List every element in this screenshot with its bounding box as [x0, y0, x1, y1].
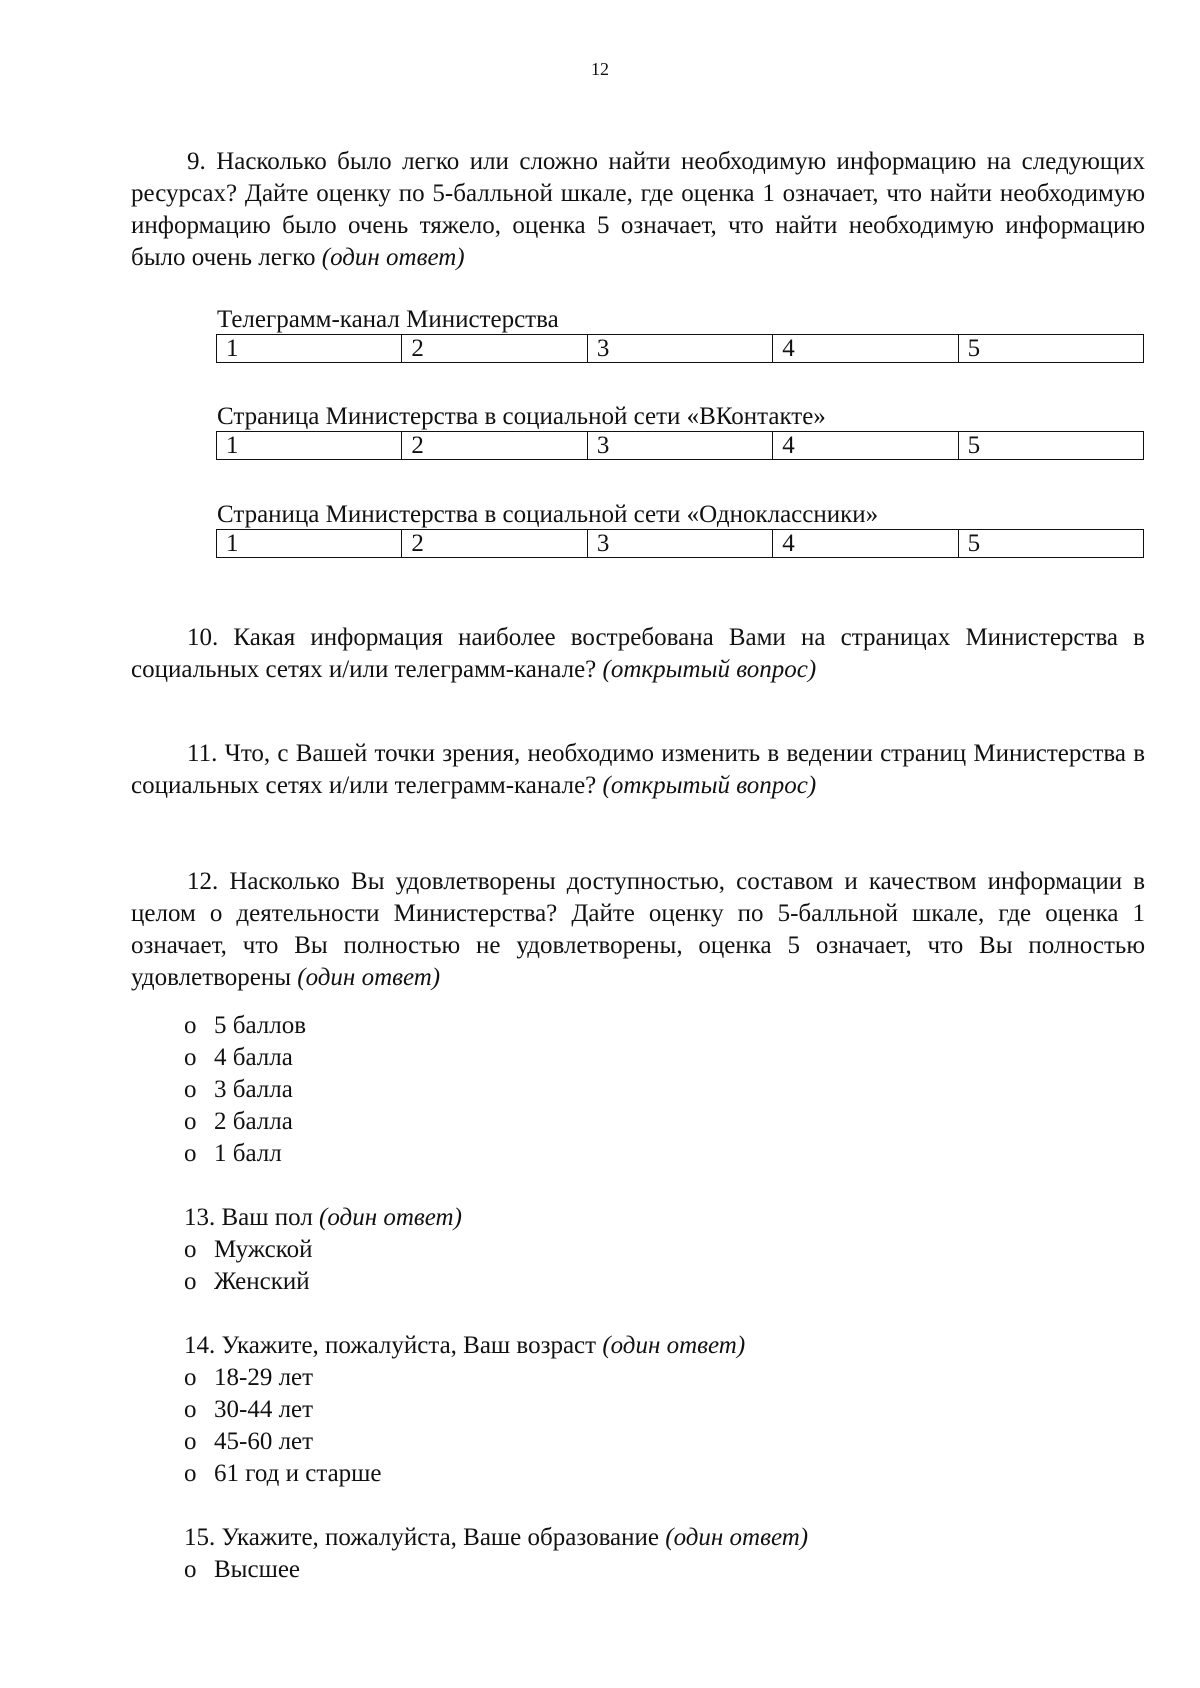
option-label: 5 баллов [214, 1012, 307, 1039]
radio-bullet-icon: o [184, 1460, 197, 1487]
option-label: 2 балла [214, 1108, 293, 1135]
question-14-title [184, 1330, 745, 1362]
rating-cell: 2 [401, 432, 586, 459]
rating-cell: 1 [226, 432, 239, 459]
question-13-options [184, 1234, 312, 1298]
option-label: 18-29 лет [214, 1364, 314, 1391]
question-15-title [184, 1522, 808, 1554]
question-15-note: (один ответ) [665, 1524, 809, 1551]
question-10 [131, 622, 1145, 686]
rating-label-vkontakte: Страница Министерства в социальной сети «ВКонтакте» [217, 403, 826, 430]
question-12-options [184, 1010, 306, 1170]
option-label: Женский [214, 1268, 310, 1295]
question-15-text: 15. Укажите, пожалуйста, Ваше образование [184, 1524, 659, 1551]
radio-bullet-icon: o [184, 1044, 197, 1071]
radio-bullet-icon: o [184, 1012, 197, 1039]
question-11-note: (открытый вопрос) [602, 772, 817, 799]
option-label: 3 балла [214, 1076, 293, 1103]
answer-option[interactable] [184, 1362, 382, 1394]
option-label: 4 балла [214, 1044, 293, 1071]
rating-cell: 1 [226, 335, 239, 362]
radio-bullet-icon: o [184, 1236, 197, 1263]
rating-cell: 5 [958, 432, 1143, 459]
answer-option[interactable] [184, 1234, 312, 1266]
radio-bullet-icon: o [184, 1556, 197, 1583]
question-12-text: Насколько Вы удовлетворены доступностью, составом и качеством информации в целом о деятельности Министерства? Дайте оценку по 5-балльной шкале, где оценка 1 означает, что Вы полностью не удовлетворены, оценка 5 означает, что Вы полностью удовлетворены [131, 868, 1145, 991]
rating-scale-vkontakte [216, 431, 1144, 460]
rating-scale-telegram [216, 334, 1144, 363]
radio-bullet-icon: o [184, 1268, 197, 1295]
radio-bullet-icon: o [184, 1364, 197, 1391]
answer-option[interactable] [184, 1554, 300, 1586]
answer-option[interactable] [184, 1394, 382, 1426]
answer-option[interactable] [184, 1266, 312, 1298]
question-9 [131, 146, 1145, 274]
answer-option[interactable] [184, 1010, 306, 1042]
answer-option[interactable] [184, 1106, 306, 1138]
question-14-note: (один ответ) [602, 1332, 746, 1359]
rating-cell: 2 [401, 530, 586, 557]
question-13-title [184, 1202, 462, 1234]
answer-option[interactable] [184, 1138, 306, 1170]
option-label: 45-60 лет [214, 1428, 314, 1455]
question-11-text: Что, с Вашей точки зрения, необходимо изменить в ведении страниц Министерства в социальных сетях и/или телеграмм-канале? [131, 740, 1145, 799]
rating-cell: 1 [226, 530, 239, 557]
page-number: 12 [591, 59, 609, 79]
question-10-note: (открытый вопрос) [602, 656, 817, 683]
option-label: Мужской [214, 1236, 313, 1263]
radio-bullet-icon: o [184, 1076, 197, 1103]
question-9-note: (один ответ) [321, 244, 465, 271]
rating-cell: 4 [772, 432, 957, 459]
rating-label-telegram: Телеграмм-канал Министерства [217, 306, 559, 333]
question-9-number: 9. [187, 148, 206, 175]
rating-cell: 4 [772, 530, 957, 557]
question-14-text: 14. Укажите, пожалуйста, Ваш возраст [184, 1332, 597, 1359]
rating-cell: 4 [772, 335, 957, 362]
answer-option[interactable] [184, 1426, 382, 1458]
radio-bullet-icon: o [184, 1428, 197, 1455]
question-9-text: Насколько было легко или сложно найти необходимую информацию на следующих ресурсах? Дайте оценку по 5-балльной шкале, где оценка 1 означает, что найти необходимую информацию было очень тяжело, оценка 5 означает, что найти необходимую информацию было очень легко [131, 148, 1146, 271]
question-13-text: 13. Ваш пол [184, 1204, 313, 1231]
option-label: 61 год и старше [214, 1460, 382, 1487]
option-label: Высшее [214, 1556, 301, 1583]
question-11 [131, 738, 1145, 802]
question-10-number: 10. [187, 624, 219, 651]
radio-bullet-icon: o [184, 1396, 197, 1423]
rating-cell: 5 [958, 530, 1143, 557]
question-12 [131, 866, 1145, 994]
answer-option[interactable] [184, 1042, 306, 1074]
answer-option[interactable] [184, 1074, 306, 1106]
rating-scale-odnoklassniki [216, 529, 1144, 558]
rating-cell: 3 [587, 530, 772, 557]
question-10-text: Какая информация наиболее востребована Вами на страницах Министерства в социальных сетях и/или телеграмм-канале? [131, 624, 1145, 683]
radio-bullet-icon: o [184, 1140, 197, 1167]
question-14-options [184, 1362, 382, 1490]
question-12-number: 12. [187, 868, 219, 895]
rating-cell: 2 [401, 335, 586, 362]
rating-label-odnoklassniki: Страница Министерства в социальной сети «Одноклассники» [217, 501, 879, 528]
question-15-options [184, 1554, 300, 1586]
rating-cell: 3 [587, 432, 772, 459]
question-12-note: (один ответ) [297, 964, 441, 991]
rating-cell: 3 [587, 335, 772, 362]
rating-cell: 5 [958, 335, 1143, 362]
question-13-note: (один ответ) [319, 1204, 462, 1231]
option-label: 1 балл [214, 1140, 282, 1167]
option-label: 30-44 лет [214, 1396, 314, 1423]
radio-bullet-icon: o [184, 1108, 197, 1135]
question-11-number: 11. [187, 740, 218, 767]
answer-option[interactable] [184, 1458, 382, 1490]
